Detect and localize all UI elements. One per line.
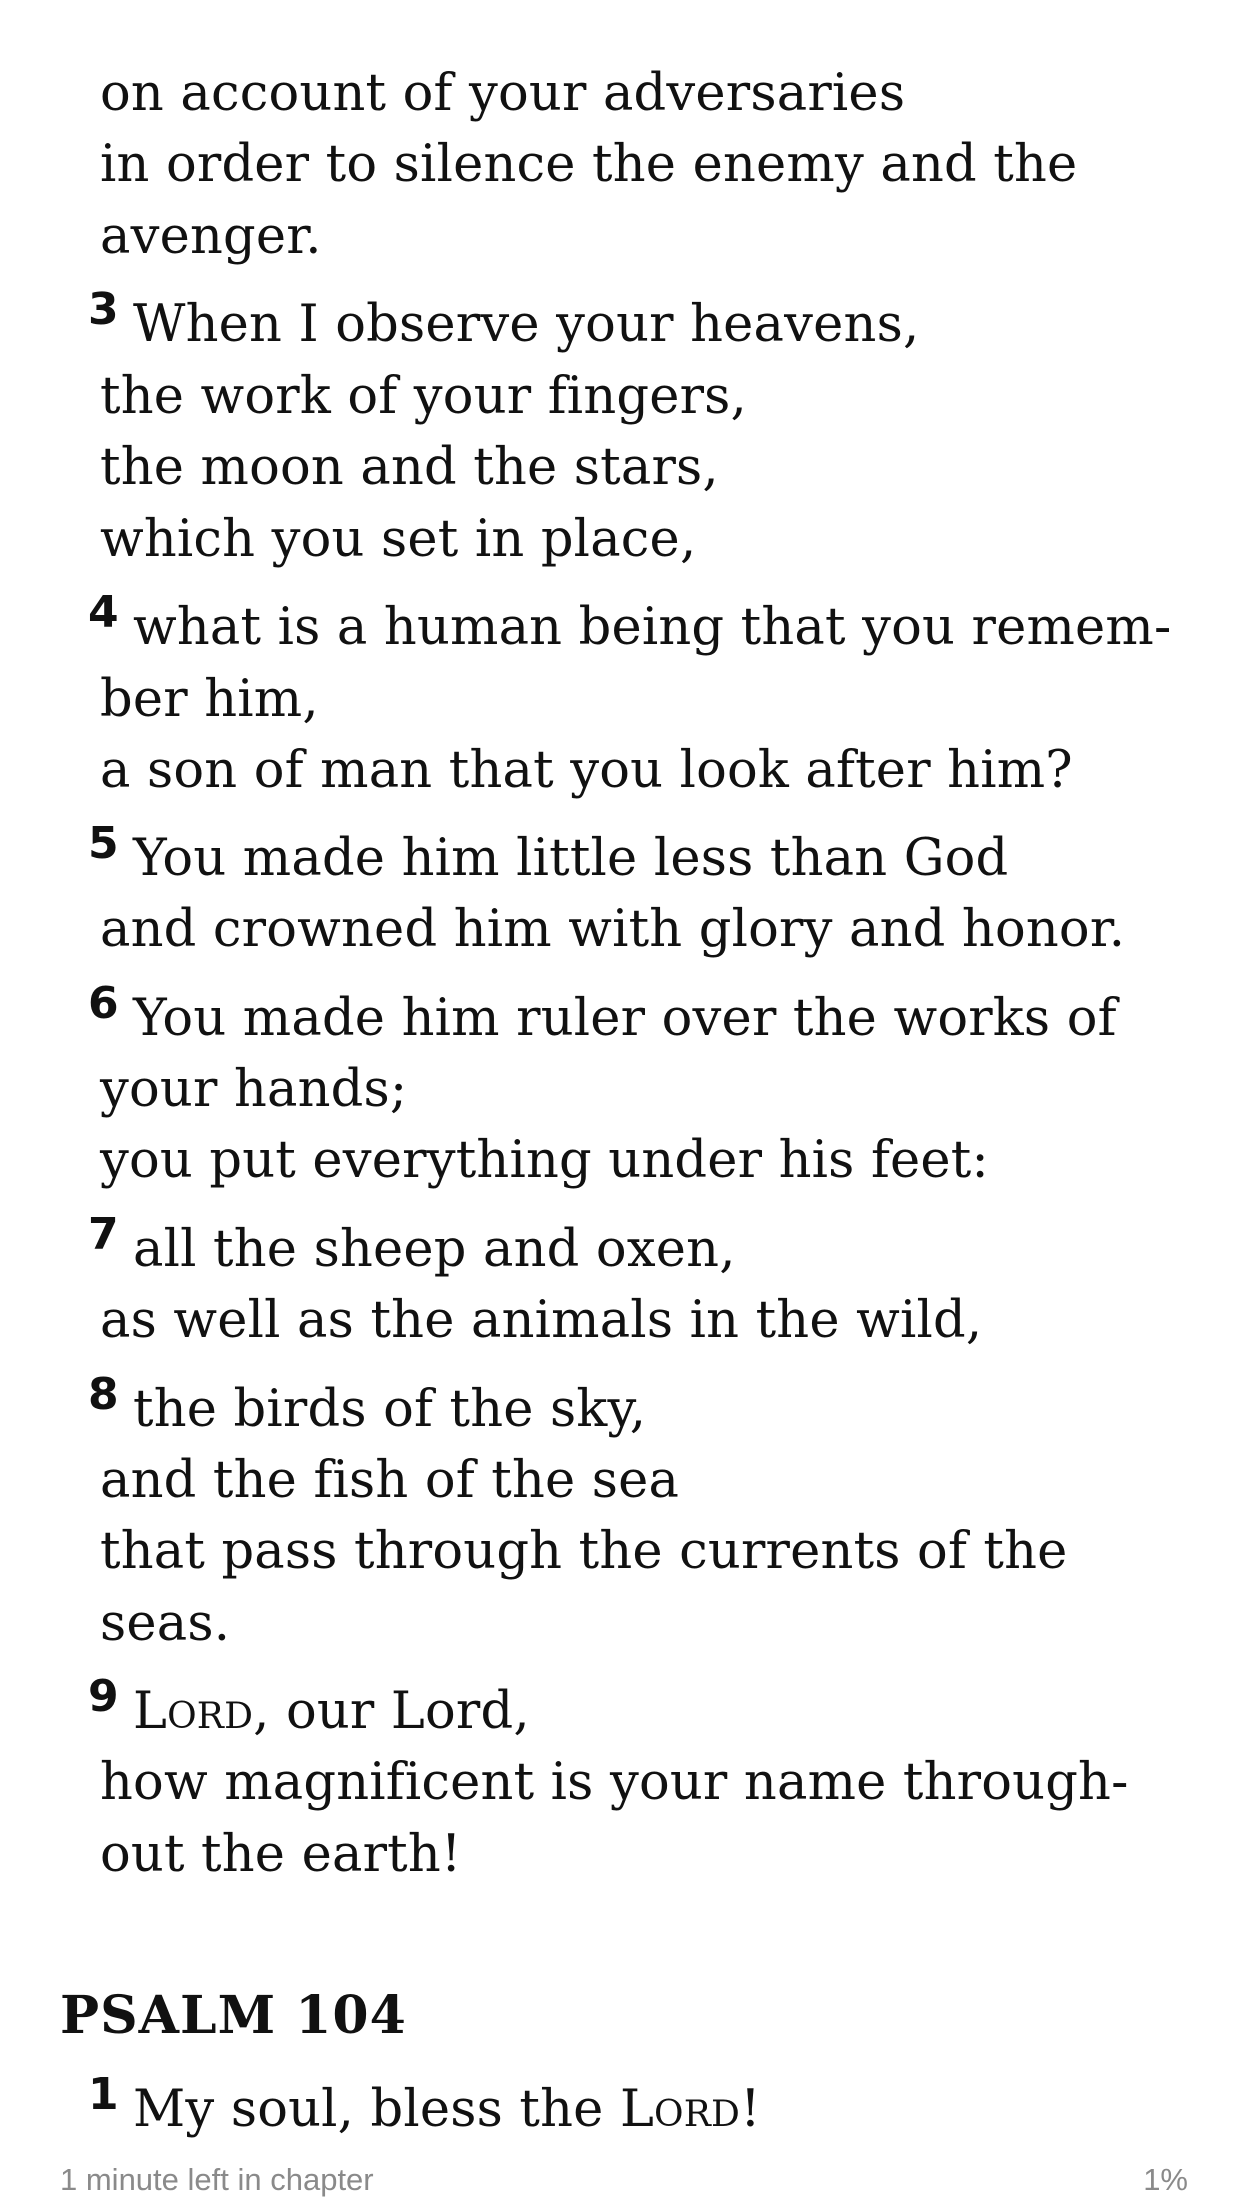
verse-number: 7	[88, 1209, 119, 1260]
text-line	[0, 295, 919, 355]
line-text: You made him ruler over the works of	[133, 989, 1117, 1048]
verse-number: 3	[88, 284, 119, 335]
text-line	[0, 1682, 530, 1742]
line-text: You made him little less than God	[133, 829, 1009, 888]
text-line	[0, 670, 319, 730]
line-text: your hands;	[100, 1060, 408, 1119]
text-line	[0, 1131, 989, 1191]
text-line	[0, 438, 719, 498]
verse-number: 9	[88, 1671, 119, 1722]
verse-number: 1	[88, 2069, 119, 2120]
line-text: in order to silence the enemy and the	[100, 135, 1078, 194]
line-text: When I observe your heavens,	[133, 295, 920, 354]
line-text: , our Lord,	[253, 1682, 530, 1741]
line-text: and crowned him with glory and honor.	[100, 900, 1126, 959]
text-line	[0, 64, 905, 124]
lord-small-caps: Lord	[619, 2080, 741, 2139]
line-text: you put everything under his feet:	[100, 1131, 989, 1190]
line-text: a son of man that you look after him?	[100, 741, 1073, 800]
line-text-end: !	[740, 2080, 761, 2139]
line-text: the moon and the stars,	[100, 438, 719, 497]
text-line	[0, 1451, 679, 1511]
verse-number: 5	[88, 818, 119, 869]
line-text: seas.	[100, 1594, 231, 1653]
time-left-indicator: 1 minute left in chapter	[60, 2162, 374, 2197]
verse-number: 6	[88, 978, 119, 1029]
text-line	[0, 741, 1073, 801]
progress-percent: 1%	[1143, 2162, 1188, 2197]
text-line	[0, 989, 1117, 1049]
text-line	[0, 2080, 761, 2140]
line-text: the work of your fingers,	[100, 367, 747, 426]
line-text: avenger.	[100, 207, 322, 266]
text-line	[0, 1753, 1129, 1813]
text-line	[0, 1594, 230, 1654]
line-text: how magnificent is your name through-	[100, 1753, 1129, 1812]
psalm-heading: PSALM 104	[60, 1985, 407, 2046]
verse-number: 8	[88, 1369, 119, 1420]
text-line	[0, 829, 1008, 889]
line-text: which you set in place,	[100, 510, 697, 569]
line-text: on account of your adversaries	[100, 64, 906, 123]
line-text: ber him,	[100, 670, 319, 729]
text-line	[0, 1060, 407, 1120]
text-line	[0, 135, 1077, 195]
line-text: that pass through the currents of the	[100, 1522, 1068, 1581]
text-line	[0, 1522, 1068, 1582]
line-text: what is a human being that you remem-	[133, 598, 1172, 657]
line-text: the birds of the sky,	[133, 1380, 647, 1439]
line-text: all the sheep and oxen,	[133, 1220, 736, 1279]
line-text: out the earth!	[100, 1825, 462, 1884]
text-line	[0, 207, 322, 267]
line-text: as well as the animals in the wild,	[100, 1291, 983, 1350]
text-line	[0, 510, 696, 570]
text-line	[0, 367, 747, 427]
verse-number: 4	[88, 587, 119, 638]
text-line	[0, 900, 1125, 960]
line-text: and the fish of the sea	[100, 1451, 680, 1510]
text-line	[0, 598, 1171, 658]
lord-small-caps: Lord	[133, 1682, 254, 1741]
text-line	[0, 1825, 462, 1885]
text-line	[0, 1291, 982, 1351]
line-text: My soul, bless the	[133, 2080, 620, 2139]
